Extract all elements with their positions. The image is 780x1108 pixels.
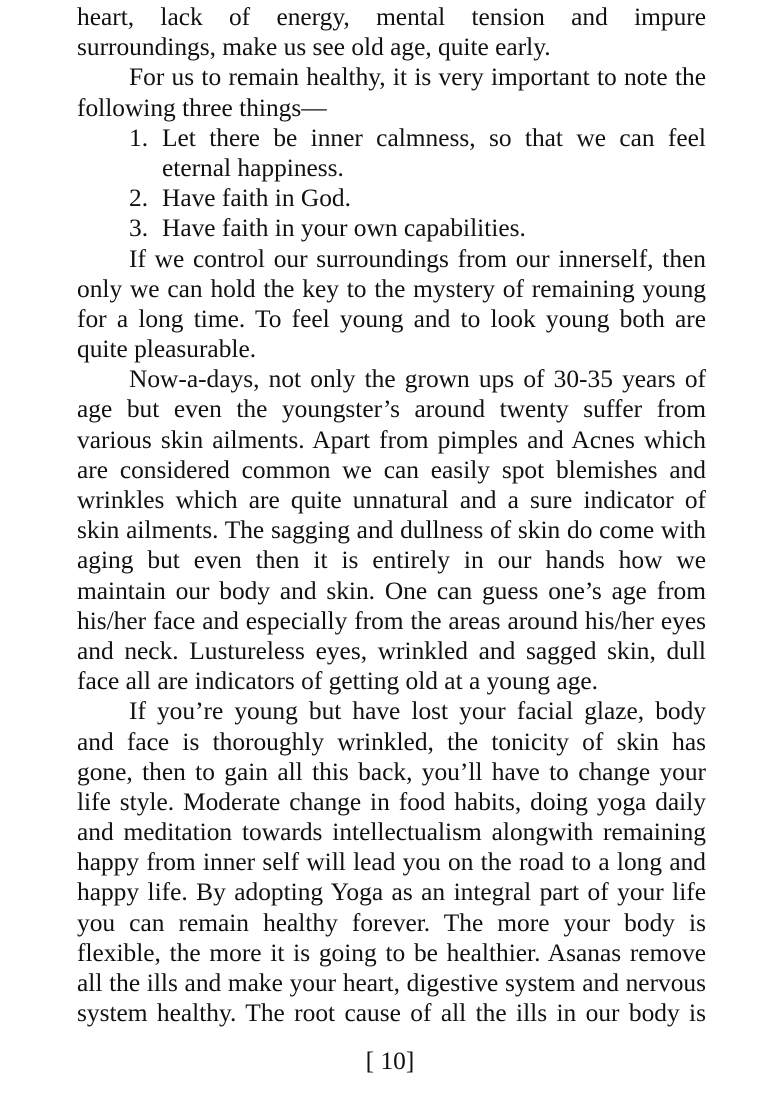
text-line: Now-a-days, not only the grown ups of 30-35 years of xyxy=(129,365,706,394)
text-line: flexible, the more it is going to be healthier. Asanas remove xyxy=(77,938,706,967)
paragraph xyxy=(77,62,706,122)
text-line: and meditation towards intellectualism alongwith remaining xyxy=(77,818,706,847)
list-item-line: eternal happiness. xyxy=(162,153,344,182)
list-item-text: Let there be inner calmness, so that we can feel xyxy=(162,123,706,152)
text-line: various skin ailments. Apart from pimples and Acnes which xyxy=(77,425,706,454)
page-text xyxy=(77,2,706,1028)
paragraph xyxy=(77,244,706,365)
list-item xyxy=(77,123,706,183)
list-number: 1. xyxy=(129,123,149,152)
text-line: heart, lack of energy, mental tension and impure xyxy=(77,3,706,31)
page-number: [ 10] xyxy=(365,1047,415,1075)
list-item-line xyxy=(77,183,706,213)
text-line: system healthy. The root cause of all the ills in our body is xyxy=(77,999,706,1028)
text-line: all the ills and make your heart, digestive system and nervous xyxy=(77,969,706,997)
list-item-text: Have faith in your own capabilities. xyxy=(162,214,526,243)
text-line: If you’re young but have lost your facial glaze, body xyxy=(129,697,706,726)
text-line: age but even the youngster’s around twenty suffer from xyxy=(77,395,706,424)
list-number: 2. xyxy=(129,184,149,213)
text-line: his/her face and especially from the areas around his/her eyes xyxy=(77,606,706,635)
list-item xyxy=(77,213,706,243)
text-line: wrinkles which are quite unnatural and a sure indicator of xyxy=(77,486,706,514)
paragraph-continuation xyxy=(77,2,706,62)
list-item-line xyxy=(77,213,706,243)
text-line: For us to remain healthy, it is very important to note the xyxy=(129,63,706,92)
text-line: quite pleasurable. xyxy=(77,335,257,364)
text-line: you can remain healthy forever. The more your body is xyxy=(77,908,706,937)
text-line: are considered common we can easily spot blemishes and xyxy=(77,455,706,484)
text-line: surroundings, make us see old age, quite early. xyxy=(77,33,551,62)
text-line: for a long time. To feel young and to look young both are xyxy=(77,304,706,333)
text-line: and face is thoroughly wrinkled, the tonicity of skin has xyxy=(77,727,706,756)
list-item-text: Have faith in God. xyxy=(162,184,351,213)
text-line: face all are indicators of getting old at a young age. xyxy=(77,667,599,696)
text-line: If we control our surroundings from our innerself, then xyxy=(129,244,706,273)
text-line: and neck. Lustureless eyes, wrinkled and sagged skin, dull xyxy=(77,636,706,665)
list-item xyxy=(77,183,706,213)
text-line: aging but even then it is entirely in our hands how we xyxy=(77,546,706,575)
list-item-line xyxy=(77,123,706,153)
paragraph xyxy=(77,364,706,696)
paragraph xyxy=(77,696,706,1028)
text-line: following three things— xyxy=(77,93,327,122)
list-number: 3. xyxy=(129,214,149,243)
text-line: only we can hold the key to the mystery of remaining young xyxy=(77,274,706,303)
text-line: maintain our body and skin. One can guess one’s age from xyxy=(77,576,706,605)
text-line: skin ailments. The sagging and dullness of skin do come with xyxy=(77,516,706,545)
text-line: happy from inner self will lead you on the road to a long and xyxy=(77,848,706,877)
text-line: gone, then to gain all this back, you’ll have to change your xyxy=(77,757,706,786)
text-line: life style. Moderate change in food habits, doing yoga daily xyxy=(77,787,706,816)
text-line: happy life. By adopting Yoga as an integral part of your life xyxy=(77,878,706,907)
numbered-list xyxy=(77,123,706,244)
